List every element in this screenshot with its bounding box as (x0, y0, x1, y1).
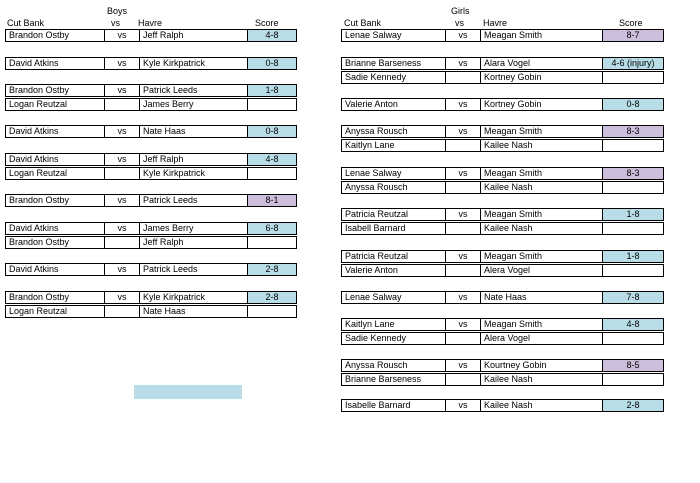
cutbank-player: David Atkins (5, 154, 104, 165)
cutbank-player: Brandon Ostby (5, 85, 104, 96)
havre-player: Kailee Nash (480, 182, 602, 193)
score-cell (602, 140, 664, 151)
vs-label: vs (104, 223, 139, 234)
girls-match-row (341, 399, 664, 412)
girls-match-row (341, 318, 664, 331)
score-cell: 1-8 (247, 85, 297, 96)
boys-match-row (5, 194, 297, 207)
cutbank-player: Anyssa Rousch (341, 182, 445, 193)
vs-label (104, 168, 139, 179)
girls-match-row (341, 57, 664, 70)
vs-label (445, 182, 480, 193)
havre-player: Patrick Leeds (139, 264, 247, 275)
vs-label (104, 99, 139, 110)
score-cell (247, 99, 297, 110)
vs-label: vs (445, 30, 480, 41)
score-cell: 2-8 (247, 264, 297, 275)
cutbank-player: Lenae Salway (341, 30, 445, 41)
score-cell: 4-8 (602, 319, 664, 330)
boys-header-havre: Havre (138, 18, 163, 28)
boys-match-row (5, 153, 297, 166)
boys-title: Boys (107, 6, 128, 16)
vs-label: vs (104, 85, 139, 96)
cutbank-player: Logan Reutzal (5, 168, 104, 179)
boys-match-row (5, 236, 297, 249)
cutbank-player: David Atkins (5, 126, 104, 137)
score-cell (247, 306, 297, 317)
score-cell: 4-8 (247, 30, 297, 41)
vs-label: vs (104, 264, 139, 275)
cutbank-player: Kaitlyn Lane (341, 140, 445, 151)
cutbank-player: Kaitlyn Lane (341, 319, 445, 330)
score-cell: 2-8 (602, 400, 664, 411)
cutbank-player: Brianne Barseness (341, 58, 445, 69)
score-cell: 8-5 (602, 360, 664, 371)
havre-player: Jeff Ralph (139, 154, 247, 165)
havre-player: Alera Vogel (480, 265, 602, 276)
cutbank-player: Valerie Anton (341, 99, 445, 110)
girls-match-row (341, 167, 664, 180)
score-cell: 8-3 (602, 168, 664, 179)
score-cell (602, 374, 664, 385)
vs-label: vs (104, 154, 139, 165)
havre-player: Jeff Ralph (139, 237, 247, 248)
vs-label: vs (445, 319, 480, 330)
cutbank-player: Anyssa Rousch (341, 360, 445, 371)
vs-label: vs (104, 292, 139, 303)
boys-match-row (5, 98, 297, 111)
legend-swatch (134, 385, 242, 399)
vs-label: vs (445, 168, 480, 179)
girls-header-cutbank: Cut Bank (344, 18, 382, 28)
havre-player: Meagan Smith (480, 319, 602, 330)
score-cell: 4-8 (247, 154, 297, 165)
score-cell (602, 72, 664, 83)
havre-player: Meagan Smith (480, 30, 602, 41)
girls-match-row (341, 250, 664, 263)
vs-label: vs (445, 251, 480, 262)
vs-label: vs (104, 126, 139, 137)
boys-header-cutbank: Cut Bank (7, 18, 45, 28)
vs-label: vs (104, 58, 139, 69)
vs-label: vs (445, 58, 480, 69)
score-cell: 8-3 (602, 126, 664, 137)
vs-label (445, 72, 480, 83)
score-cell: 1-8 (602, 251, 664, 262)
cutbank-player: Brandon Ostby (5, 30, 104, 41)
girls-match-row (341, 359, 664, 372)
cutbank-player: Lenae Salway (341, 292, 445, 303)
score-cell: 0-8 (247, 58, 297, 69)
girls-match-row (341, 373, 664, 386)
girls-match-row (341, 98, 664, 111)
havre-player: Jeff Ralph (139, 30, 247, 41)
cutbank-player: Brianne Barseness (341, 374, 445, 385)
cutbank-player: Brandon Ostby (5, 237, 104, 248)
cutbank-player: Logan Reutzal (5, 99, 104, 110)
score-cell (602, 223, 664, 234)
havre-player: Meagan Smith (480, 251, 602, 262)
cutbank-player: Sadie Kennedy (341, 72, 445, 83)
score-cell (602, 182, 664, 193)
cutbank-player: David Atkins (5, 264, 104, 275)
cutbank-player: Lenae Salway (341, 168, 445, 179)
vs-label: vs (104, 195, 139, 206)
havre-player: Meagan Smith (480, 126, 602, 137)
havre-player: Kyle Kirkpatrick (139, 292, 247, 303)
cutbank-player: Patricia Reutzal (341, 251, 445, 262)
girls-match-row (341, 71, 664, 84)
girls-header-vs: vs (455, 18, 464, 28)
boys-match-row (5, 84, 297, 97)
havre-player: Kailee Nash (480, 400, 602, 411)
havre-player: Nate Haas (139, 126, 247, 137)
girls-match-row (341, 291, 664, 304)
girls-header-score: Score (619, 18, 643, 28)
havre-player: Patrick Leeds (139, 85, 247, 96)
girls-match-row (341, 264, 664, 277)
score-cell: 7-8 (602, 292, 664, 303)
girls-header-havre: Havre (483, 18, 508, 28)
score-cell (247, 168, 297, 179)
girls-match-row (341, 332, 664, 345)
vs-label (445, 223, 480, 234)
vs-label: vs (445, 99, 480, 110)
cutbank-player: David Atkins (5, 58, 104, 69)
havre-player: Nate Haas (480, 292, 602, 303)
cutbank-player: David Atkins (5, 223, 104, 234)
havre-player: Kortney Gobin (480, 99, 602, 110)
girls-title: Girls (451, 6, 470, 16)
cutbank-player: Logan Reutzal (5, 306, 104, 317)
boys-match-row (5, 222, 297, 235)
score-cell: 4-6 (injury) (602, 58, 664, 69)
boys-match-row (5, 29, 297, 42)
cutbank-player: Patricia Reutzal (341, 209, 445, 220)
score-cell: 1-8 (602, 209, 664, 220)
score-cell (247, 237, 297, 248)
cutbank-player: Brandon Ostby (5, 292, 104, 303)
boys-match-row (5, 305, 297, 318)
vs-label: vs (104, 30, 139, 41)
havre-player: Alera Vogel (480, 333, 602, 344)
havre-player: James Berry (139, 223, 247, 234)
score-cell: 8-7 (602, 30, 664, 41)
score-cell: 8-1 (247, 195, 297, 206)
havre-player: Kailee Nash (480, 223, 602, 234)
havre-player: Meagan Smith (480, 168, 602, 179)
havre-player: Kailee Nash (480, 374, 602, 385)
boys-match-row (5, 57, 297, 70)
havre-player: Nate Haas (139, 306, 247, 317)
vs-label (445, 265, 480, 276)
vs-label: vs (445, 209, 480, 220)
havre-player: Alara Vogel (480, 58, 602, 69)
havre-player: Kyle Kirkpatrick (139, 58, 247, 69)
vs-label (445, 333, 480, 344)
havre-player: Kyle Kirkpatrick (139, 168, 247, 179)
cutbank-player: Valerie Anton (341, 265, 445, 276)
havre-player: Kortney Gobin (480, 72, 602, 83)
cutbank-player: Sadie Kennedy (341, 333, 445, 344)
girls-match-row (341, 29, 664, 42)
girls-match-row (341, 181, 664, 194)
vs-label (445, 140, 480, 151)
score-cell: 2-8 (247, 292, 297, 303)
cutbank-player: Isabelle Barnard (341, 400, 445, 411)
boys-header-score: Score (255, 18, 279, 28)
boys-header-vs: vs (111, 18, 120, 28)
score-cell: 0-8 (602, 99, 664, 110)
score-cell: 6-8 (247, 223, 297, 234)
havre-player: Meagan Smith (480, 209, 602, 220)
girls-match-row (341, 125, 664, 138)
vs-label: vs (445, 400, 480, 411)
girls-match-row (341, 139, 664, 152)
score-cell: 0-8 (247, 126, 297, 137)
havre-player: James Berry (139, 99, 247, 110)
boys-match-row (5, 291, 297, 304)
boys-match-row (5, 263, 297, 276)
havre-player: Patrick Leeds (139, 195, 247, 206)
vs-label: vs (445, 292, 480, 303)
boys-match-row (5, 167, 297, 180)
boys-match-row (5, 125, 297, 138)
cutbank-player: Brandon Ostby (5, 195, 104, 206)
score-cell (602, 265, 664, 276)
vs-label: vs (445, 126, 480, 137)
cutbank-player: Isabell Barnard (341, 223, 445, 234)
havre-player: Kourtney Gobin (480, 360, 602, 371)
vs-label: vs (445, 360, 480, 371)
vs-label (104, 306, 139, 317)
havre-player: Kailee Nash (480, 140, 602, 151)
girls-match-row (341, 208, 664, 221)
girls-match-row (341, 222, 664, 235)
vs-label (104, 237, 139, 248)
cutbank-player: Anyssa Rousch (341, 126, 445, 137)
score-cell (602, 333, 664, 344)
vs-label (445, 374, 480, 385)
